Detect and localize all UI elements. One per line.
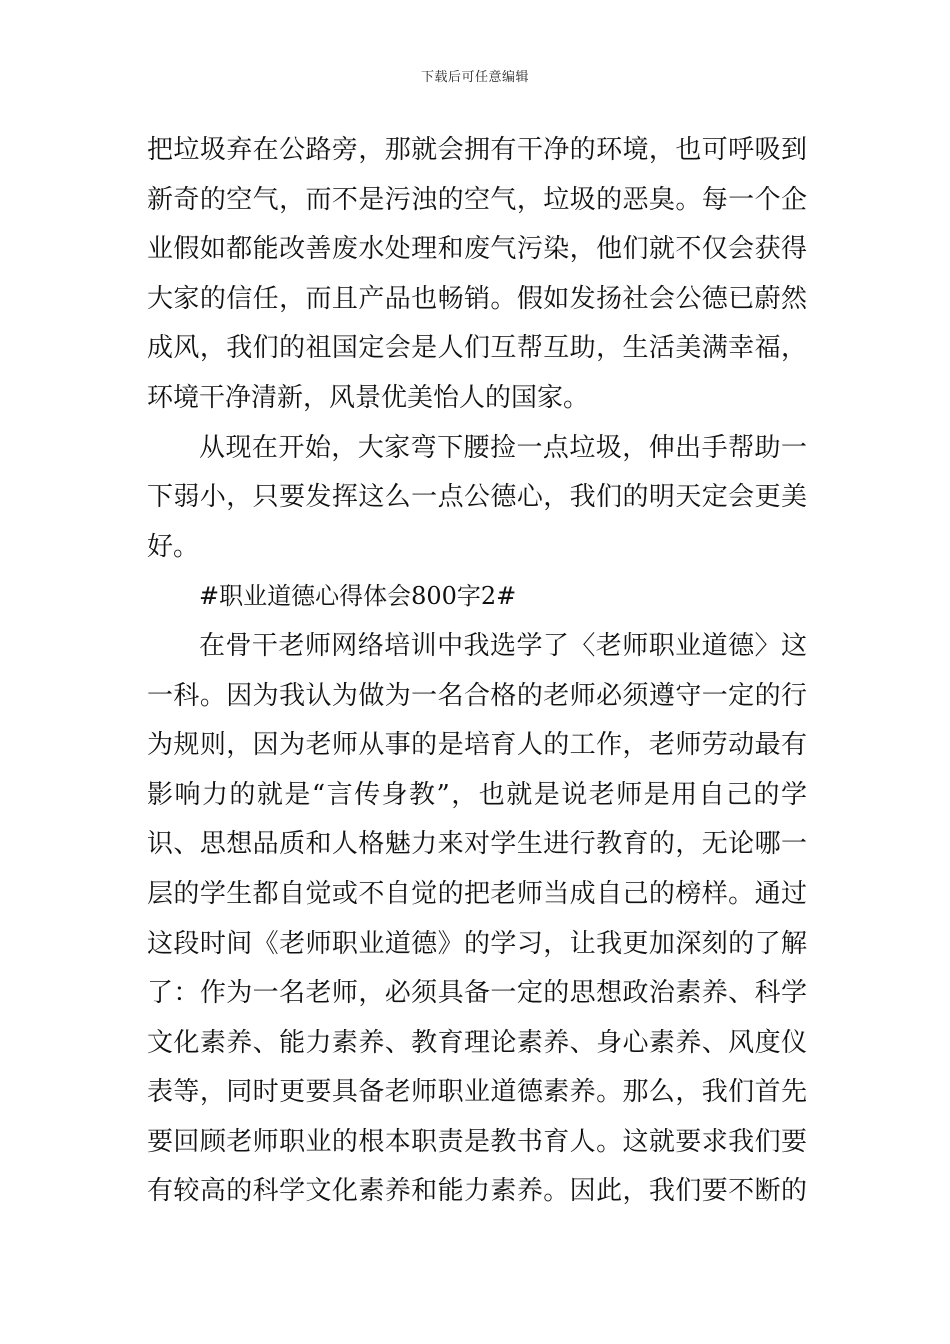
text-line: 这段时间《老师职业道德》的学习，让我更加深刻的了解: [147, 928, 807, 959]
text-line: 把垃圾弃在公路旁，那就会拥有干净的环境，也可呼吸到: [147, 135, 807, 165]
text-line: 从现在开始，大家弯下腰捡一点垃圾，伸出手帮助一: [199, 432, 807, 463]
page-header: 下载后可任意编辑: [420, 70, 529, 85]
text-line: 成风，我们的祖国定会是人们互帮互助，生活美满幸福，: [147, 333, 807, 364]
text-line: 环境干净清新，风景优美怡人的国家。: [147, 382, 590, 413]
text-line: 一科。因为我认为做为一名合格的老师必须遵守一定的行: [147, 680, 807, 711]
text-line: 在骨干老师网络培训中我选学了〈老师职业道德〉这: [199, 630, 807, 661]
section-heading: #职业道德心得体会800字2#: [199, 582, 517, 611]
text-line: 下弱小，只要发挥这么一点公德心，我们的明天定会更美: [147, 482, 807, 513]
text-line: 业假如都能改善废水处理和废气污染，他们就不仅会获得: [147, 234, 807, 265]
text-line: 大家的信任，而且产品也畅销。假如发扬社会公德已蔚然: [147, 283, 807, 314]
text-line: 为规则，因为老师从事的是培育人的工作，老师劳动最有: [147, 730, 807, 761]
text-line: 了：作为一名老师，必须具备一定的思想政治素养、科学: [147, 978, 807, 1009]
text-line: 层的学生都自觉或不自觉的把老师当成自己的榜样。通过: [147, 878, 807, 909]
text-line: 有较高的科学文化素养和能力素养。因此，我们要不断的: [147, 1176, 807, 1207]
text-line: 影响力的就是“言传身教”，也就是说老师是用自己的学: [147, 779, 807, 810]
text-line: 表等，同时更要具备老师职业道德素养。那么，我们首先: [147, 1077, 807, 1108]
text-line: 识、思想品质和人格魅力来对学生进行教育的，无论哪一: [147, 829, 807, 860]
text-line: 要回顾老师职业的根本职责是教书育人。这就要求我们要: [147, 1126, 807, 1157]
text-line: 文化素养、能力素养、教育理论素养、身心素养、风度仪: [147, 1027, 807, 1058]
text-line: 好。: [147, 531, 200, 562]
text-line: 新奇的空气，而不是污浊的空气，垃圾的恶臭。每一个企: [147, 184, 807, 215]
document-body: [147, 126, 807, 1217]
